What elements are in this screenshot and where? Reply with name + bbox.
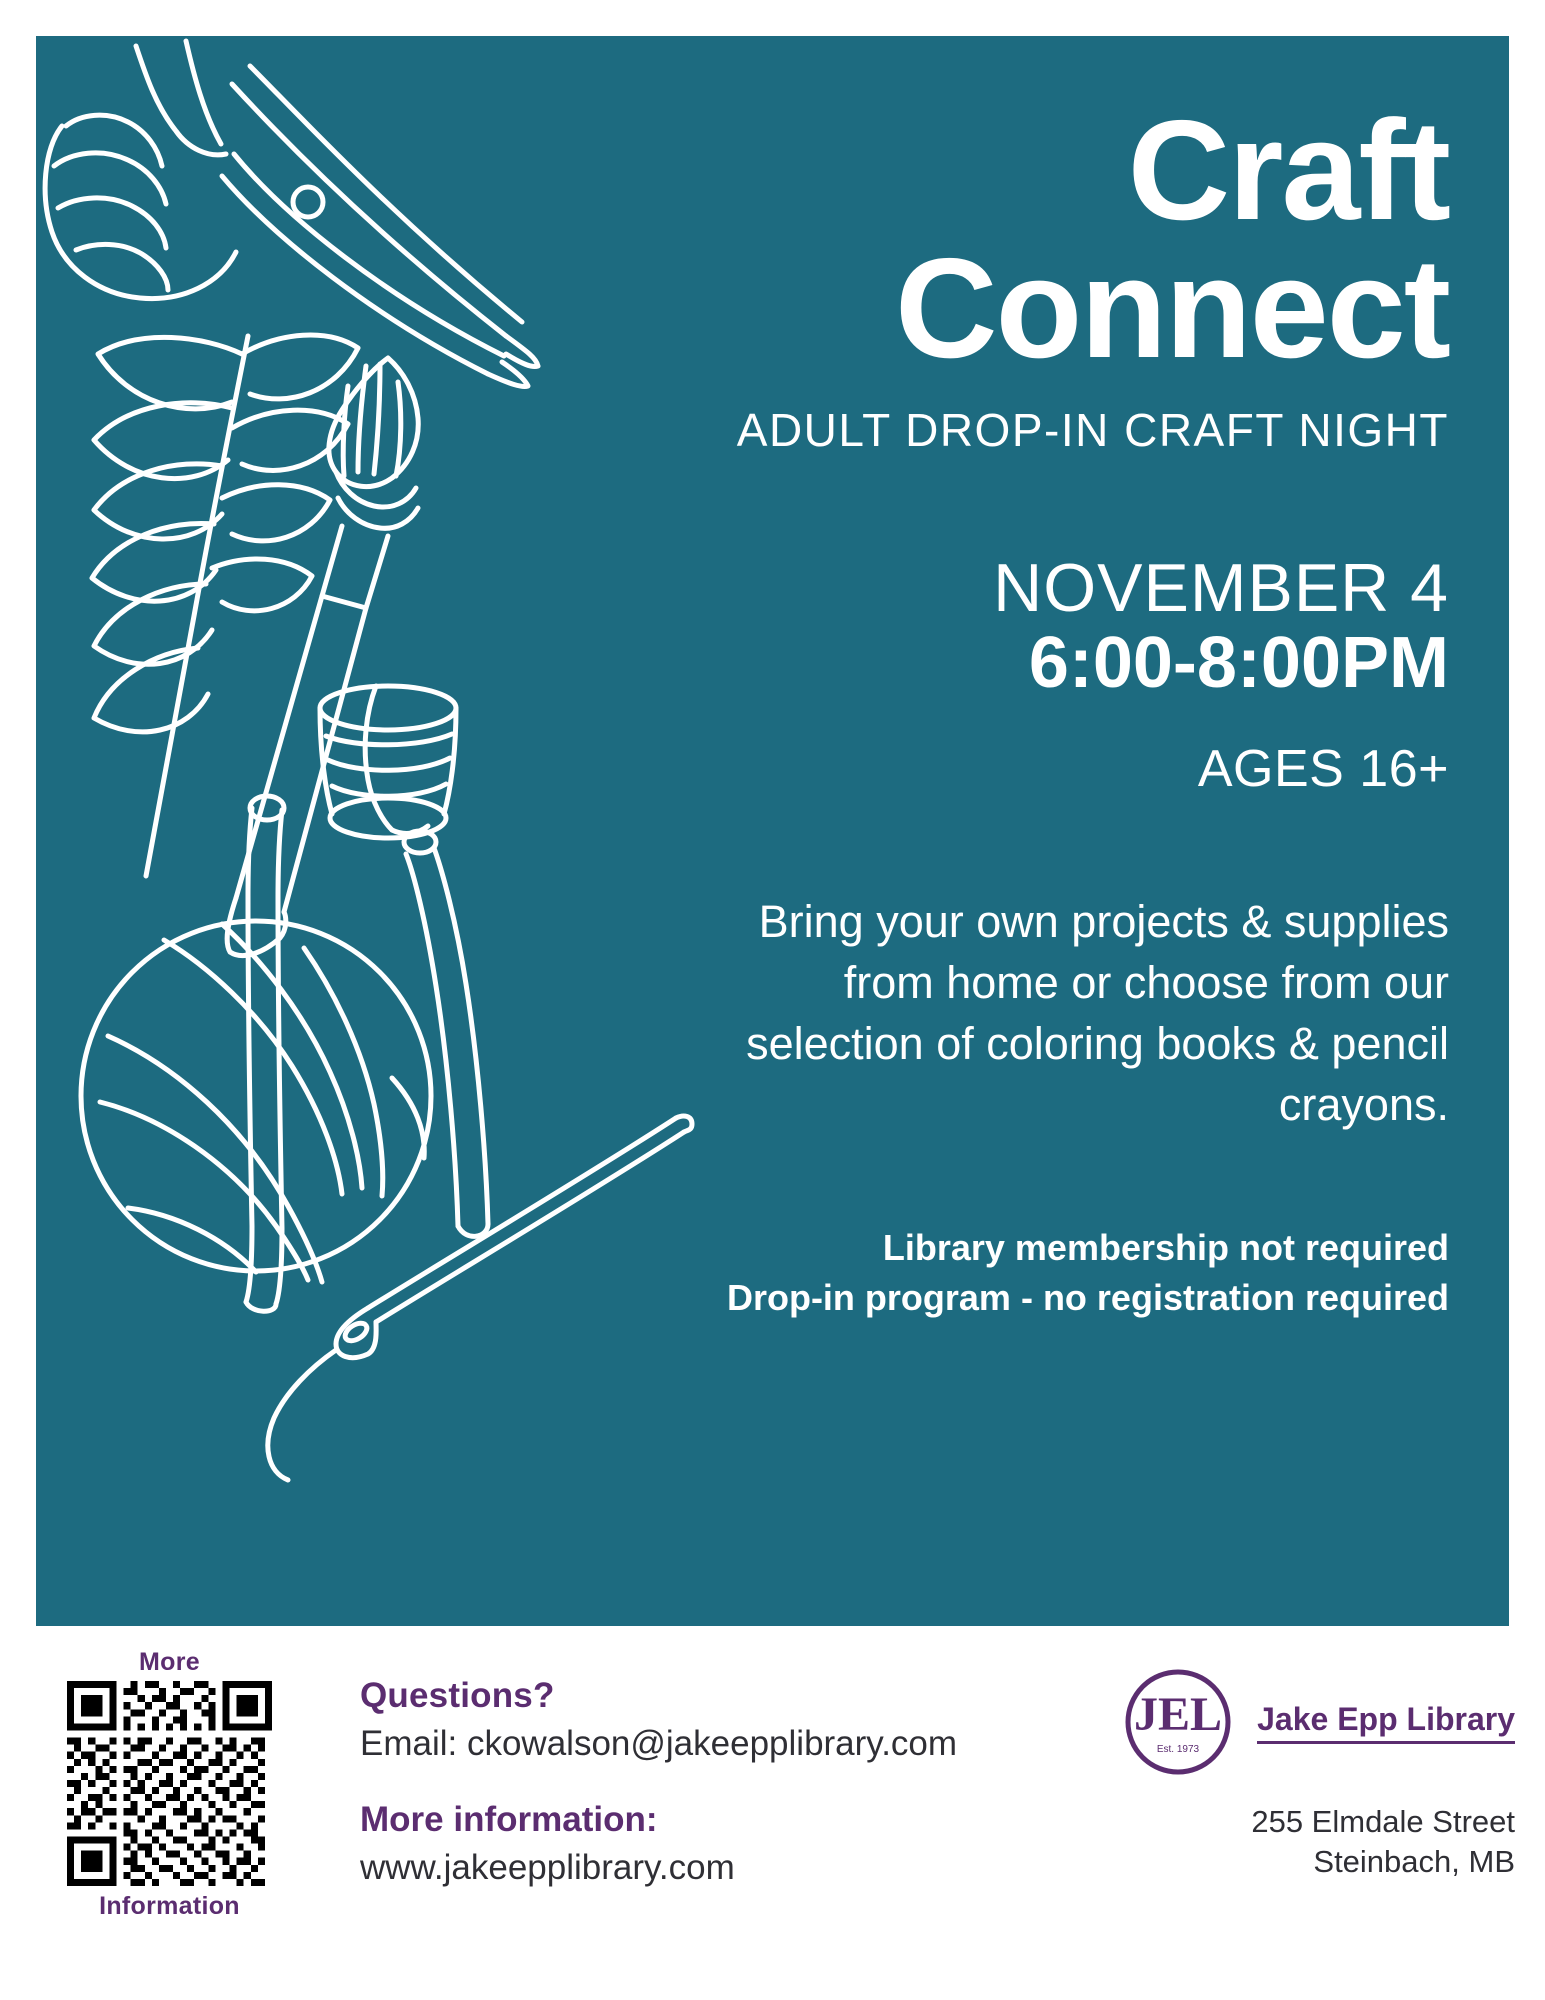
paintbrush-icon [227,358,418,956]
event-description: Bring your own projects & supplies from home or choose from our selection of coloring books & pencil crayons. [746,895,1449,1131]
poster-title-line-2: Connect [895,228,1449,388]
questions-heading: Questions? [360,1676,555,1715]
event-time: 6:00-8:00PM [1028,622,1449,703]
leaves-icon [92,335,358,876]
sewing-needle-icon [268,1116,692,1480]
thread-spool-icon [320,686,456,838]
contact-block [360,1676,1120,1888]
logo-est-text: Est. 1973 [1156,1744,1200,1755]
yarn-ball-icon [81,921,431,1282]
library-address-line-1: 255 Elmdale Street [1251,1804,1515,1839]
event-date: NOVEMBER 4 [993,550,1449,627]
brand-block [1085,1668,1515,1883]
poster-subtitle: ADULT DROP-IN CRAFT NIGHT [736,404,1449,457]
footer [0,1640,1545,2000]
library-name: Jake Epp Library [1257,1700,1515,1743]
event-ages: AGES 16+ [1197,739,1449,798]
more-information-heading: More information: [360,1800,658,1839]
svg-text:JEL: JEL [1134,1688,1223,1741]
scissors-icon [45,41,538,387]
hero-text-block [659,91,1449,1323]
qr-caption-bottom: Information [99,1892,240,1920]
qr-code[interactable] [67,1681,272,1886]
poster-title-line-1: Craft [1127,91,1449,250]
qr-block [62,1648,277,1921]
qr-caption-top: More [139,1648,200,1676]
library-address-line-2: Steinbach, MB [1313,1844,1515,1880]
contact-email[interactable]: Email: ckowalson@jakeepplibrary.com [360,1724,958,1763]
website-url[interactable]: www.jakeepplibrary.com [360,1848,735,1887]
event-note-membership: Library membership not required [882,1227,1449,1269]
hero-panel [36,36,1509,1626]
event-note-registration: Drop-in program - no registration required [726,1277,1449,1319]
library-logo-icon [1119,1668,1237,1776]
knitting-needles-icon [246,796,488,1311]
